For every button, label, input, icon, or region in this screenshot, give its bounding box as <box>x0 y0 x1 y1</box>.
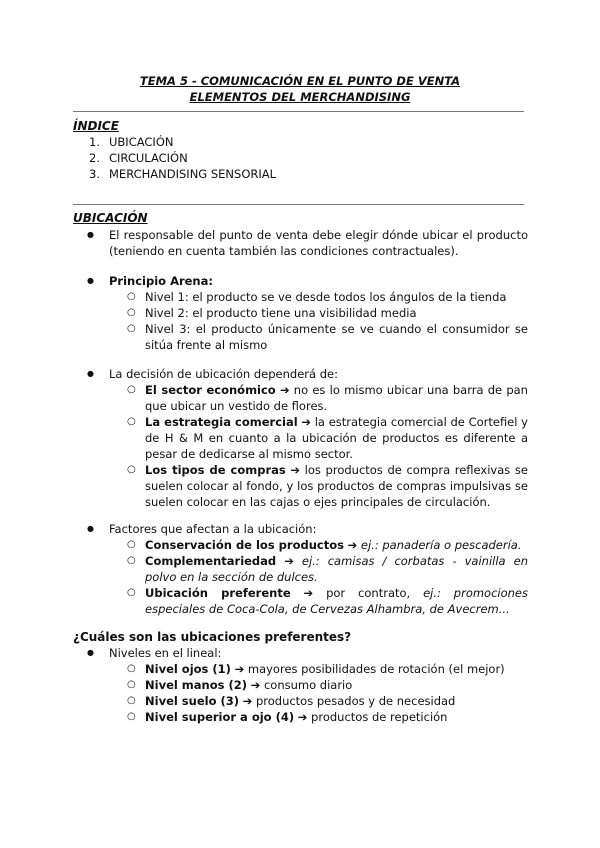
title-line-2: ELEMENTOS DEL MERCHANDISING <box>189 90 411 104</box>
sub-list-item: ○ La estrategia comercial ➔ la estrategia comercial de Cortefiel y de H & M en cuanto a la ubicación de productos es diferente a pesar de dedicarse al mismo sector. <box>109 414 528 462</box>
list-item: ● Principio Arena: ○ Nivel 1: el producto se ve desde todos los ángulos de la tienda ○ Nivel 2: el producto tiene una visibilidad media ○ Nivel 3: el producto únicamente se ve cuando el consumidor se sitúa frente al mismo <box>73 273 528 353</box>
ubicacion-heading: UBICACIÓN <box>73 211 148 225</box>
index-item: 2. CIRCULACIÓN <box>89 151 188 165</box>
index-list <box>73 134 528 182</box>
sub-list-item: ○ Nivel 1: el producto se ve desde todos los ángulos de la tienda <box>109 289 528 305</box>
sub-list-item: ○ Nivel ojos (1) ➔ mayores posibilidades de rotación (el mejor) <box>109 661 528 677</box>
list-item: ● La decisión de ubicación dependerá de: ○ El sector económico ➔ no es lo mismo ubicar una barra de pan que ubicar un vestido de flores. ○ La estrategia comercial ➔ la estrategia comercial de Cortefiel y de H & M en cuanto a la ubicación de productos es diferente a pesar de dedicarse al mismo sector. ○ Los tipos de compras ➔ los productos de compra reflexivas se suelen colocar al fondo, y los productos de compras impulsivas se suelen colocar en las cajas o ejes principales de circulación. <box>73 366 528 510</box>
principio-arena <box>73 273 528 353</box>
sub-list-item: ○ Nivel manos (2) ➔ consumo diario <box>109 677 528 693</box>
index-item: 1. UBICACIÓN <box>89 135 174 149</box>
divider <box>73 111 524 112</box>
niveles-lineal <box>73 645 528 725</box>
decision-ubicacion <box>73 366 528 510</box>
index-item: 3. MERCHANDISING SENSORIAL <box>89 167 277 181</box>
sub-list-item: ○ Nivel superior a ojo (4) ➔ productos de repetición <box>109 709 528 725</box>
sub-list-item: ○ Complementariedad ➔ ej.: camisas / corbatas - vainilla en polvo en la sección de dulces. <box>109 553 528 585</box>
sub-list-item: ○ Nivel 3: el producto únicamente se ve cuando el consumidor se sitúa frente al mismo <box>109 321 528 353</box>
list-item: ● El responsable del punto de venta debe elegir dónde ubicar el producto (teniendo en cuenta también las condiciones contractuales). <box>73 227 528 259</box>
list-item: ● Factores que afectan a la ubicación: ○ Conservación de los productos ➔ ej.: panadería o pescadería. ○ Complementariedad ➔ ej.: camisas / corbatas - vainilla en polvo en la sección de dulces. ○ Ubicación preferente ➔ por contrato, ej.: promociones especiales de Coca-Cola, de Cervezas Alhambra, de Avecrem... <box>73 521 528 617</box>
sub-list-item: ○ Conservación de los productos ➔ ej.: panadería o pescadería. <box>109 537 528 553</box>
factores-ubicacion <box>73 521 528 617</box>
sub-list-item: ○ Nivel 2: el producto tiene una visibilidad media <box>109 305 528 321</box>
sub-list-item: ○ Nivel suelo (3) ➔ productos pesados y de necesidad <box>109 693 528 709</box>
divider <box>73 204 524 205</box>
list-item: ● Niveles en el lineal: ○ Nivel ojos (1) ➔ mayores posibilidades de rotación (el mejor) ○ Nivel manos (2) ➔ consumo diario ○ Nivel suelo (3) ➔ productos pesados y de necesidad ○ Nivel superior a ojo (4) ➔ productos de repetición <box>73 645 528 725</box>
preferentes-question: ¿Cuáles son las ubicaciones preferentes? <box>73 630 352 644</box>
sub-list-item: ○ Ubicación preferente ➔ por contrato, ej.: promociones especiales de Coca-Cola, de Cervezas Alhambra, de Avecrem... <box>109 585 528 617</box>
sub-list-item: ○ El sector económico ➔ no es lo mismo ubicar una barra de pan que ubicar un vestido de flores. <box>109 382 528 414</box>
sub-list-item: ○ Los tipos de compras ➔ los productos de compra reflexivas se suelen colocar al fondo, y los productos de compras impulsivas se suelen colocar en las cajas o ejes principales de circulación. <box>109 462 528 510</box>
ubicacion-intro <box>73 227 528 259</box>
title-line-1: TEMA 5 - COMUNICACIÓN EN EL PUNTO DE VENTA <box>139 74 461 88</box>
document-title <box>0 73 600 105</box>
index-heading: ÍNDICE <box>73 119 119 133</box>
